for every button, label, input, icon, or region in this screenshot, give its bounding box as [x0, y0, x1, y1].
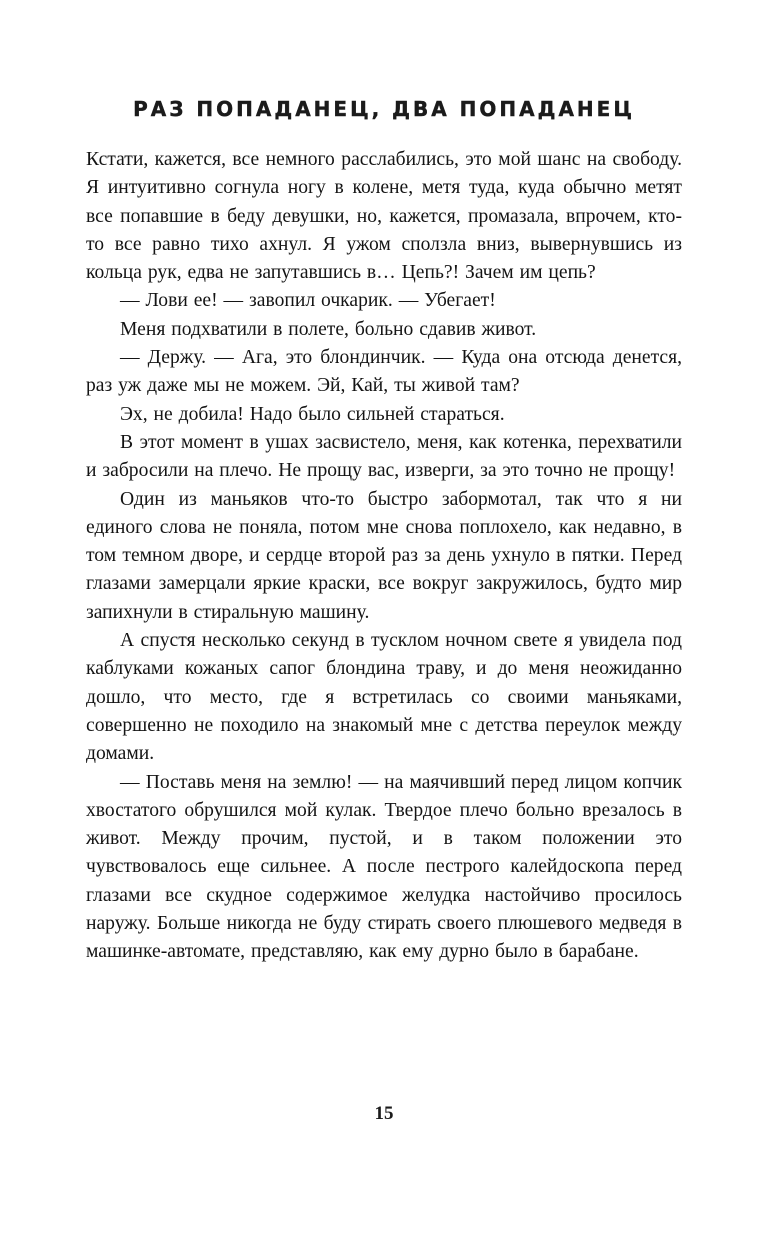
paragraph: Меня подхватили в полете, больно сдавив живот.	[120, 318, 537, 340]
paragraph: Кстати, кажется, все немного расслабились, это мой шанс на свободу. Я интуитивно согнула ногу в колене, метя туда, куда обычно метят все попавшие в беду девушки, но, кажется, промазала, впрочем, кто-то все равно тихо ахнул. Я ужом сползла вниз, вывернувшись из кольца рук, едва не запутавшись в… Цепь?! Зачем им цепь?	[86, 149, 682, 284]
paragraph: — Поставь меня на землю! — на маячивший перед лицом копчик хвостатого обрушился мой кулак. Твердое плечо больно врезалось в живот. Между прочим, пустой, и в таком положении это чувствовалось еще сильнее. А после пестрого калейдоскопа перед глазами все скудное содержимое желудка настойчиво просилось наружу. Больше никогда не буду стирать своего плюшевого медведя в машинке-автомате, представляю, как ему дурно было в барабане.	[86, 771, 682, 963]
running-title: РАЗ ПОПАДАНЕЦ, ДВА ПОПАДАНЕЦ	[133, 97, 635, 121]
paragraph: Один из маньяков что-то быстро забормотал, так что я ни единого слова не поняла, потом мне снова поплохело, как недавно, в том темном дворе, и сердце второй раз за день ухнуло в пятки. Перед глазами замерцали яркие краски, все вокруг закружилось, будто мир запихнули в стиральную машину.	[86, 488, 682, 623]
paragraph: Эх, не добила! Надо было сильней стараться.	[120, 403, 505, 425]
paragraph: А спустя несколько секунд в тусклом ночном свете я увидела под каблуками кожаных сапог блондина траву, и до меня неожиданно дошло, что место, где я встретилась со своими маньяками, совершенно не походило на знакомый мне с детства переулок между домами.	[86, 630, 682, 765]
page-number: 15	[374, 1103, 394, 1124]
paragraph: — Держу. — Ага, это блондинчик. — Куда она отсюда денется, раз уж даже мы не можем. Эй, Кай, ты живой там?	[86, 347, 682, 397]
paragraph: — Лови ее! — завопил очкарик. — Убегает!	[120, 290, 496, 312]
paragraph: В этот момент в ушах засвистело, меня, как котенка, перехватили и забросили на плечо. Не прощу вас, изверги, за это точно не прощу!	[86, 431, 682, 482]
body-text	[86, 146, 682, 967]
